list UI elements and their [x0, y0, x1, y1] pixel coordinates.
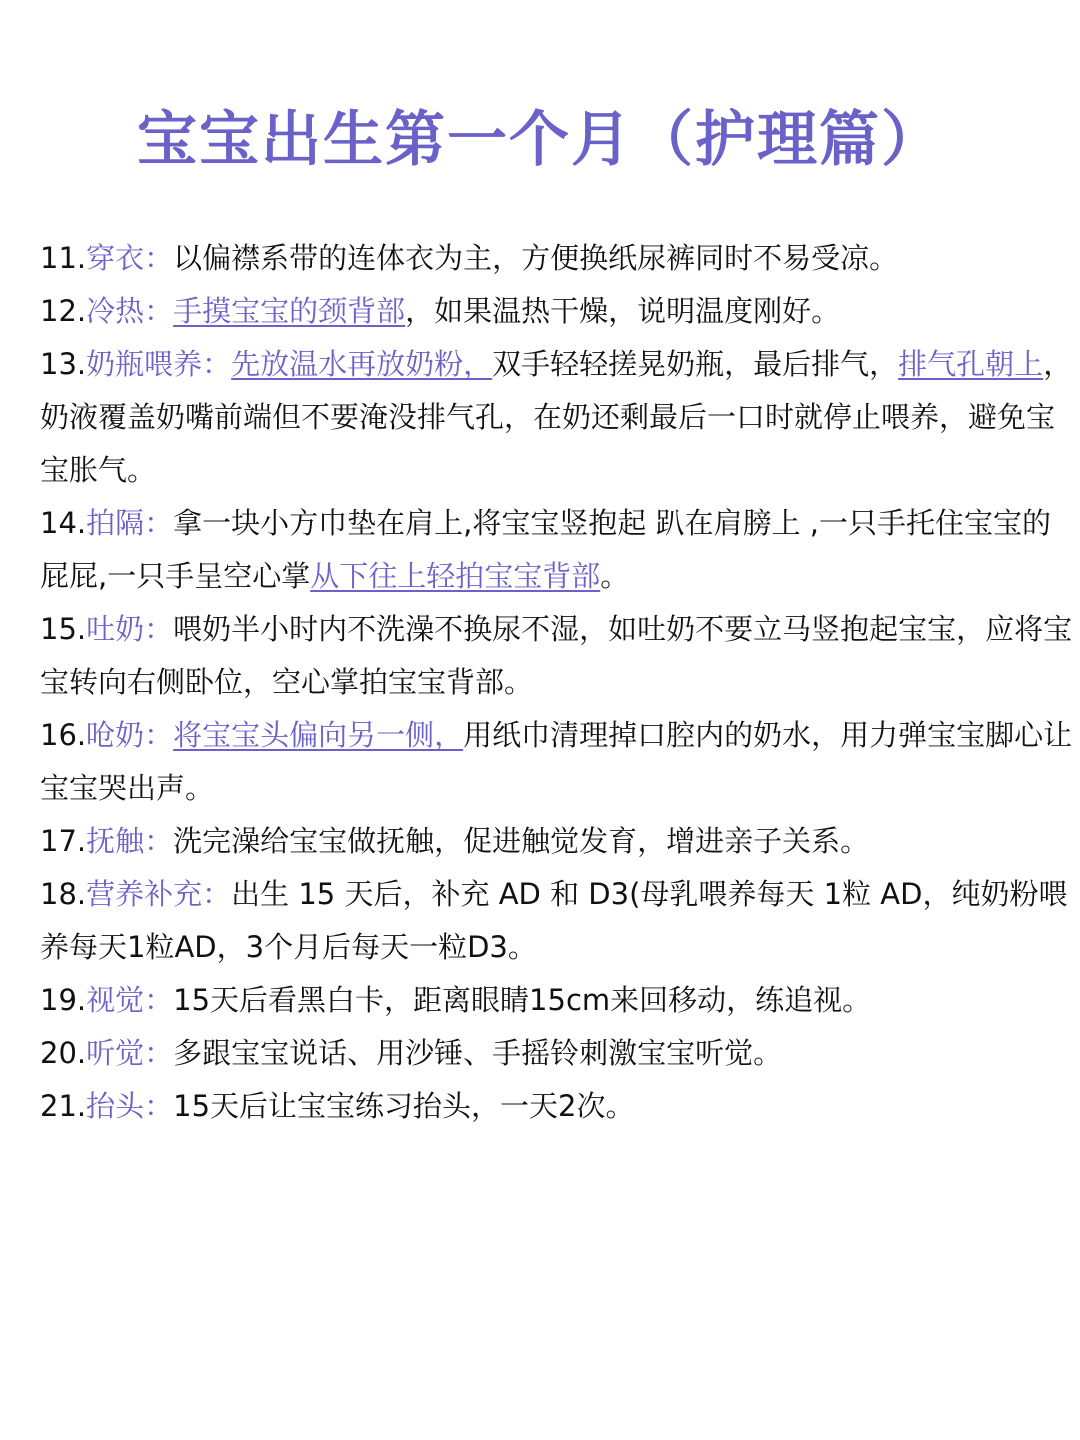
tip-text: 15天后看黑白卡，距离眼睛15cm来回移动，练追视。 [173, 983, 872, 1017]
tip-text: 。 [600, 559, 630, 593]
tip-item [40, 232, 1074, 285]
tip-number: 14. [40, 506, 87, 540]
tip-text: ，奶液覆盖奶嘴前端但不要淹没排气孔，在奶还剩最后一口时就停止喂养，避免宝宝胀气。 [40, 347, 1073, 487]
tip-number: 17. [40, 824, 87, 858]
tip-item [40, 1080, 1074, 1133]
tip-text: 15天后让宝宝练习抬头，一天2次。 [173, 1089, 635, 1123]
page-title: 宝宝出生第一个月（护理篇） [137, 105, 943, 175]
tip-highlight: 从下往上轻拍宝宝背部 [310, 559, 601, 593]
tip-text: ，如果温热干燥，说明温度刚好。 [405, 294, 841, 328]
tip-text: 出生 15 天后，补充 AD 和 D3(母乳喂养每天 1粒 AD，纯奶粉喂养每天1粒AD，3个月后每天一粒D3。 [40, 877, 1068, 964]
tip-item [40, 709, 1074, 815]
tip-keyword: 抬头： [86, 1089, 174, 1123]
tip-keyword: 呛奶： [86, 718, 174, 752]
tip-number: 12. [40, 294, 87, 328]
tip-text: 拿一块小方巾垫在肩上,将宝宝竖抱起 趴在肩膀上 ,一只手托住宝宝的屁屁,一只手呈空心掌 [40, 506, 1052, 593]
tip-keyword: 吐奶： [86, 612, 174, 646]
tip-number: 16. [40, 718, 87, 752]
tips-list [40, 232, 1074, 1133]
tip-item [40, 338, 1074, 497]
tip-text: 多跟宝宝说话、用沙锤、手摇铃刺激宝宝听觉。 [173, 1036, 783, 1070]
tip-item [40, 285, 1074, 338]
tip-number: 19. [40, 983, 87, 1017]
tip-number: 13. [40, 347, 87, 381]
tip-item [40, 603, 1074, 709]
tip-keyword: 拍隔： [86, 506, 174, 540]
tip-number: 11. [40, 241, 87, 275]
tip-text: 双手轻轻搓晃奶瓶，最后排气， [492, 347, 899, 381]
tip-keyword: 视觉： [86, 983, 174, 1017]
tip-text: 洗完澡给宝宝做抚触，促进触觉发育，增进亲子关系。 [173, 824, 870, 858]
tip-keyword: 营养补充： [86, 877, 232, 911]
tip-number: 18. [40, 877, 87, 911]
tip-number: 21. [40, 1089, 87, 1123]
tip-text: 以偏襟系带的连体衣为主，方便换纸尿裤同时不易受凉。 [173, 241, 899, 275]
tip-keyword: 抚触： [86, 824, 174, 858]
tip-text: 喂奶半小时内不洗澡不换尿不湿，如吐奶不要立马竖抱起宝宝，应将宝宝转向右侧卧位，空心掌拍宝宝背部。 [40, 612, 1073, 699]
tip-keyword: 冷热： [86, 294, 174, 328]
tip-number: 20. [40, 1036, 87, 1070]
tip-item [40, 815, 1074, 868]
tip-keyword: 听觉： [86, 1036, 174, 1070]
tip-item [40, 1027, 1074, 1080]
tip-item [40, 974, 1074, 1027]
tip-highlight: 排气孔朝上 [898, 347, 1044, 381]
tip-number: 15. [40, 612, 87, 646]
tip-item [40, 868, 1074, 974]
tip-keyword: 穿衣： [86, 241, 174, 275]
tip-text: 用纸巾清理掉口腔内的奶水，用力弹宝宝脚心让宝宝哭出声。 [40, 718, 1073, 805]
tip-highlight: 将宝宝头偏向另一侧， [173, 718, 464, 752]
tip-highlight: 手摸宝宝的颈背部 [173, 294, 406, 328]
tip-highlight: 先放温水再放奶粉， [231, 347, 493, 381]
tip-keyword: 奶瓶喂养： [86, 347, 232, 381]
tip-item [40, 497, 1074, 603]
